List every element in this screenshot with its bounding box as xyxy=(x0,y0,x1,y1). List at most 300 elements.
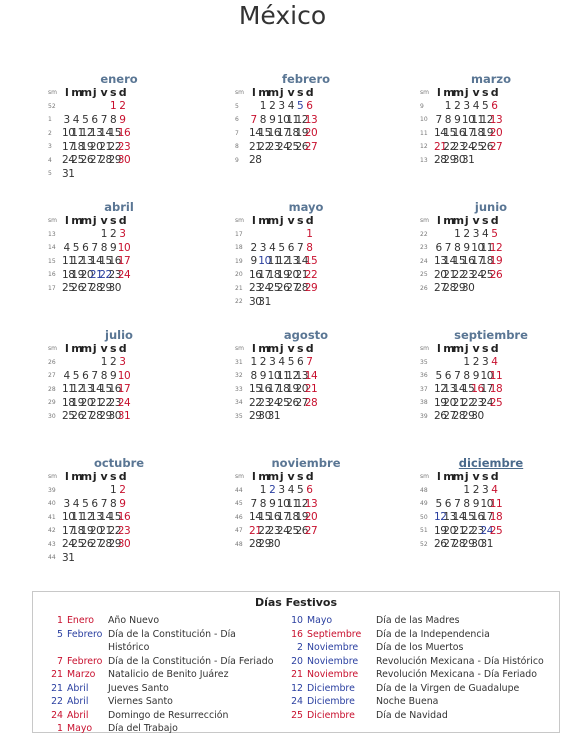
holiday-item xyxy=(281,695,564,709)
week-number-label: sm xyxy=(420,89,429,97)
day-cell: 28 xyxy=(452,410,466,423)
day-cell: 17 xyxy=(461,127,475,140)
day-cell: 27 xyxy=(286,282,299,295)
day-cell: 15 xyxy=(258,127,271,140)
holiday-date: 25 Diciembre xyxy=(291,709,355,721)
holidays-left-column xyxy=(41,614,280,736)
day-cell: 23 xyxy=(471,396,484,409)
day-cell: 13 xyxy=(443,383,456,396)
day-cell: 30 xyxy=(452,154,466,167)
day-cell: 11 xyxy=(71,127,84,140)
day-cell: 28 xyxy=(304,396,318,409)
holiday-name: Día del Trabajo xyxy=(108,723,178,734)
day-cell: 5 xyxy=(72,369,80,382)
holiday-item xyxy=(41,722,280,736)
day-cell: 13 xyxy=(489,113,503,126)
week-number: 30 xyxy=(48,412,56,420)
day-cell: 20 xyxy=(304,127,318,140)
day-cell: 28 xyxy=(99,154,112,167)
week-row xyxy=(420,511,548,525)
day-cell: 3 xyxy=(63,497,70,510)
day-cell: 15 xyxy=(304,255,318,268)
week-number: 49 xyxy=(420,500,428,508)
weekday-label: l xyxy=(64,470,69,484)
weekday-label: l xyxy=(436,470,441,484)
holiday-name: Día de la Virgen de Guadalupe xyxy=(376,682,520,694)
weekday-label: m xyxy=(443,342,455,356)
day-cell: 10 xyxy=(480,497,494,510)
day-cell: 24 xyxy=(267,396,281,409)
day-cell: 18 xyxy=(489,511,503,524)
day-cell: 5 xyxy=(435,369,442,382)
day-cell: 24 xyxy=(480,396,494,409)
day-cell: 3 xyxy=(119,356,126,369)
day-cell: 20 xyxy=(286,268,299,281)
day-cell: 20 xyxy=(295,383,309,396)
day-cell: 6 xyxy=(287,241,294,254)
week-number: 26 xyxy=(420,284,428,292)
day-cell: 31 xyxy=(480,538,494,551)
day-cell: 11 xyxy=(267,255,281,268)
day-cell: 14 xyxy=(434,127,447,140)
day-cell: 12 xyxy=(276,255,290,268)
week-row xyxy=(420,524,548,538)
weekday-label: d xyxy=(305,470,314,484)
day-cell: 2 xyxy=(463,228,470,241)
day-cell: 3 xyxy=(278,100,285,113)
week-row xyxy=(48,497,176,511)
weekday-label: m xyxy=(267,214,279,228)
day-cell: 2 xyxy=(119,100,126,113)
week-number: 39 xyxy=(48,486,56,494)
weekday-label: l xyxy=(436,86,441,100)
holiday-name: Día de los Muertos xyxy=(376,642,464,653)
week-row xyxy=(48,410,176,424)
day-cell: 4 xyxy=(63,241,70,254)
holiday-item xyxy=(41,614,280,628)
month-name: agosto xyxy=(283,328,329,342)
weekday-header xyxy=(48,214,176,228)
day-cell: 12 xyxy=(295,497,309,510)
day-cell: 25 xyxy=(489,396,503,409)
weekday-header xyxy=(420,86,548,100)
holiday-name: Día de Navidad xyxy=(376,709,448,721)
day-cell: 26 xyxy=(489,268,503,281)
week-number: 19 xyxy=(235,257,243,265)
week-number: 17 xyxy=(235,230,243,238)
day-cell: 30 xyxy=(258,410,271,423)
day-cell: 13 xyxy=(304,497,318,510)
weekday-label: m xyxy=(452,470,464,484)
day-cell: 2 xyxy=(250,241,257,254)
weekday-label: l xyxy=(251,470,256,484)
day-cell: 3 xyxy=(481,356,489,369)
week-number-label: sm xyxy=(235,89,244,97)
day-cell: 13 xyxy=(304,113,318,126)
day-cell: 30 xyxy=(249,295,262,308)
day-cell: 10 xyxy=(62,511,75,524)
week-number: 29 xyxy=(48,399,56,407)
day-cell: 13 xyxy=(295,369,309,382)
day-cell: 9 xyxy=(119,113,126,126)
day-cell: 8 xyxy=(109,497,117,510)
day-cell: 22 xyxy=(258,524,271,537)
day-cell: 14 xyxy=(304,369,318,382)
weekday-label: l xyxy=(436,214,441,228)
day-cell: 20 xyxy=(80,396,94,409)
weekday-label: d xyxy=(305,342,314,356)
week-number: 24 xyxy=(420,257,428,265)
week-number: 17 xyxy=(48,284,56,292)
day-cell: 24 xyxy=(258,282,271,295)
week-number: 37 xyxy=(420,385,428,393)
week-row xyxy=(48,268,176,282)
weekday-label: d xyxy=(490,86,499,100)
day-cell: 24 xyxy=(276,140,290,153)
weekday-label: s xyxy=(297,342,304,356)
day-cell: 19 xyxy=(295,511,309,524)
day-cell: 31 xyxy=(258,295,271,308)
day-cell: 21 xyxy=(295,268,309,281)
day-cell: 16 xyxy=(267,127,281,140)
weekday-label: m xyxy=(452,86,464,100)
day-cell: 15 xyxy=(99,383,112,396)
week-number: 5 xyxy=(48,170,52,178)
week-row xyxy=(235,268,363,282)
month-name: julio xyxy=(105,328,133,342)
weekday-label: j xyxy=(279,470,284,484)
day-cell: 8 xyxy=(306,241,313,254)
day-cell: 7 xyxy=(100,113,107,126)
week-row xyxy=(420,268,548,282)
week-row xyxy=(48,100,176,114)
day-cell: 29 xyxy=(258,538,271,551)
weekday-header xyxy=(235,214,363,228)
day-cell: 19 xyxy=(80,140,94,153)
day-cell: 14 xyxy=(99,127,112,140)
day-cell: 22 xyxy=(108,524,122,537)
holiday-name: Domingo de Resurrección xyxy=(108,709,229,721)
day-cell: 30 xyxy=(461,282,475,295)
weekday-label: m xyxy=(258,86,270,100)
day-cell: 29 xyxy=(99,410,112,423)
day-cell: 10 xyxy=(471,241,484,254)
day-cell: 22 xyxy=(452,268,466,281)
holiday-name: Día de las Madres xyxy=(376,615,460,626)
holiday-date: 21 Abril xyxy=(51,682,89,694)
week-number: 50 xyxy=(420,513,428,521)
weekday-header xyxy=(48,342,176,356)
day-cell: 12 xyxy=(286,369,299,382)
weekday-label: s xyxy=(297,86,304,100)
day-cell: 4 xyxy=(287,484,294,497)
day-cell: 31 xyxy=(461,154,475,167)
week-number: 18 xyxy=(235,244,243,252)
day-cell: 23 xyxy=(267,524,281,537)
week-row xyxy=(420,140,548,154)
day-cell: 29 xyxy=(304,282,318,295)
day-cell: 19 xyxy=(434,524,447,537)
day-cell: 26 xyxy=(71,282,84,295)
week-number: 38 xyxy=(420,399,428,407)
weekday-label: v xyxy=(287,86,295,100)
day-cell: 1 xyxy=(250,356,257,369)
weekday-header xyxy=(420,470,548,484)
day-cell: 20 xyxy=(89,140,103,153)
holiday-name: Noche Buena xyxy=(376,696,439,707)
week-row xyxy=(235,484,363,498)
weekday-label: d xyxy=(118,470,127,484)
week-row xyxy=(235,383,363,397)
week-number: 23 xyxy=(420,244,428,252)
day-cell: 12 xyxy=(71,255,84,268)
weekday-label: d xyxy=(118,342,127,356)
holiday-item xyxy=(281,641,564,655)
weekday-label: v xyxy=(100,342,108,356)
day-cell: 1 xyxy=(100,228,107,241)
weekday-header xyxy=(48,86,176,100)
holiday-date: 21 Marzo xyxy=(51,669,96,680)
weekday-label: j xyxy=(279,342,284,356)
week-number-label: sm xyxy=(420,473,429,481)
day-cell: 19 xyxy=(489,255,503,268)
day-cell: 2 xyxy=(109,356,117,369)
day-cell: 30 xyxy=(471,538,484,551)
day-cell: 6 xyxy=(306,100,313,113)
day-cell: 4 xyxy=(269,241,276,254)
week-row xyxy=(48,228,176,242)
holiday-date: 24 Abril xyxy=(51,709,89,721)
day-cell: 3 xyxy=(481,484,489,497)
holiday-name: Viernes Santo xyxy=(108,696,173,707)
week-row xyxy=(48,538,176,552)
day-cell: 7 xyxy=(250,497,257,510)
day-cell: 7 xyxy=(454,369,461,382)
day-cell: 25 xyxy=(489,524,503,537)
week-row xyxy=(420,396,548,410)
week-row xyxy=(48,383,176,397)
holidays-right-column xyxy=(281,614,564,722)
day-cell: 5 xyxy=(82,497,89,510)
month-name: octubre xyxy=(93,456,145,470)
weekday-label: s xyxy=(297,214,304,228)
week-row xyxy=(48,396,176,410)
holiday-name: Día de la Constitución - Día Feriado xyxy=(108,655,274,667)
day-cell: 9 xyxy=(454,113,461,126)
month-diciembre xyxy=(420,456,548,551)
day-cell: 27 xyxy=(80,282,94,295)
weekday-header xyxy=(235,86,363,100)
day-cell: 1 xyxy=(259,100,267,113)
day-cell: 4 xyxy=(72,497,80,510)
holiday-date: 1 Enero xyxy=(57,615,95,626)
day-cell: 22 xyxy=(443,140,456,153)
day-cell: 14 xyxy=(89,383,103,396)
day-cell: 5 xyxy=(287,356,294,369)
day-cell: 24 xyxy=(471,268,484,281)
week-number: 4 xyxy=(48,156,52,164)
weekday-label: j xyxy=(279,214,284,228)
week-number: 10 xyxy=(420,116,428,124)
day-cell: 21 xyxy=(304,383,318,396)
day-cell: 12 xyxy=(434,383,447,396)
weekday-label: m xyxy=(452,342,464,356)
day-cell: 1 xyxy=(109,100,117,113)
weekday-label: v xyxy=(100,470,108,484)
month-name: noviembre xyxy=(271,456,341,470)
day-cell: 3 xyxy=(63,113,70,126)
day-cell: 27 xyxy=(304,140,318,153)
day-cell: 11 xyxy=(480,241,494,254)
weekday-label: v xyxy=(472,86,480,100)
day-cell: 30 xyxy=(117,538,131,551)
weekday-label: l xyxy=(251,342,256,356)
day-cell: 24 xyxy=(276,524,290,537)
month-septiembre xyxy=(420,328,548,423)
day-cell: 24 xyxy=(117,268,131,281)
day-cell: 20 xyxy=(434,268,447,281)
holiday-name: Jueves Santo xyxy=(108,682,169,694)
day-cell: 6 xyxy=(91,113,98,126)
day-cell: 28 xyxy=(434,154,447,167)
holiday-date: 22 Abril xyxy=(51,696,89,707)
day-cell: 30 xyxy=(117,154,131,167)
week-row xyxy=(420,356,548,370)
day-cell: 26 xyxy=(295,524,309,537)
weekday-label: l xyxy=(64,342,69,356)
week-number: 28 xyxy=(48,385,56,393)
day-cell: 15 xyxy=(461,383,475,396)
day-cell: 27 xyxy=(489,140,503,153)
month-junio xyxy=(420,200,548,295)
day-cell: 10 xyxy=(480,369,494,382)
weekday-label: m xyxy=(80,86,92,100)
day-cell: 6 xyxy=(82,241,89,254)
day-cell: 9 xyxy=(472,497,479,510)
weekday-label: d xyxy=(490,214,499,228)
day-cell: 4 xyxy=(481,228,489,241)
weekday-label: m xyxy=(267,86,279,100)
day-cell: 7 xyxy=(91,241,98,254)
month-name: marzo xyxy=(470,72,511,86)
month-name: septiembre xyxy=(454,328,528,342)
day-cell: 10 xyxy=(276,497,290,510)
day-cell: 7 xyxy=(91,369,98,382)
weekday-label: j xyxy=(92,342,97,356)
day-cell: 3 xyxy=(472,228,479,241)
week-row xyxy=(48,282,176,296)
week-number: 21 xyxy=(235,284,243,292)
day-cell: 23 xyxy=(117,524,131,537)
day-cell: 26 xyxy=(434,538,447,551)
day-cell: 20 xyxy=(80,268,94,281)
day-cell: 11 xyxy=(71,511,84,524)
week-row xyxy=(420,484,548,498)
day-cell: 8 xyxy=(259,497,267,510)
week-number: 44 xyxy=(235,486,243,494)
day-cell: 8 xyxy=(250,369,257,382)
holiday-date: 20 Noviembre xyxy=(291,655,359,667)
week-number: 7 xyxy=(235,129,239,137)
day-cell: 16 xyxy=(108,383,122,396)
week-number: 52 xyxy=(48,102,56,110)
day-cell: 5 xyxy=(481,100,489,113)
day-cell: 9 xyxy=(250,255,257,268)
day-cell: 22 xyxy=(461,396,475,409)
day-cell: 20 xyxy=(89,524,103,537)
week-number: 14 xyxy=(48,244,56,252)
week-number: 48 xyxy=(420,486,428,494)
week-number: 47 xyxy=(235,527,243,535)
week-number: 40 xyxy=(48,500,56,508)
day-cell: 22 xyxy=(461,524,475,537)
week-row xyxy=(235,140,363,154)
holiday-date: 7 Febrero xyxy=(57,655,103,667)
weekday-label: d xyxy=(490,342,499,356)
day-cell: 31 xyxy=(267,410,281,423)
day-cell: 5 xyxy=(72,241,80,254)
week-row xyxy=(420,100,548,114)
day-cell: 18 xyxy=(286,127,299,140)
day-cell: 15 xyxy=(99,255,112,268)
holiday-name: Día de la Independencia xyxy=(376,628,490,640)
weekday-label: m xyxy=(452,214,464,228)
weekday-header xyxy=(48,470,176,484)
day-cell: 14 xyxy=(443,255,456,268)
week-number-label: sm xyxy=(420,217,429,225)
week-number: 34 xyxy=(235,399,243,407)
weekday-label: m xyxy=(443,470,455,484)
week-row xyxy=(235,113,363,127)
day-cell: 22 xyxy=(304,268,318,281)
day-cell: 10 xyxy=(461,113,475,126)
weekday-label: m xyxy=(443,214,455,228)
day-cell: 29 xyxy=(461,410,475,423)
month-name[interactable]: diciembre xyxy=(458,456,524,470)
week-number: 36 xyxy=(420,372,428,380)
day-cell: 9 xyxy=(269,497,276,510)
holiday-date: 12 Diciembre xyxy=(291,682,355,694)
week-row xyxy=(420,154,548,168)
week-number: 22 xyxy=(420,230,428,238)
weekday-label: j xyxy=(464,470,469,484)
day-cell: 13 xyxy=(443,511,456,524)
day-cell: 2 xyxy=(472,356,479,369)
holiday-date: 21 Noviembre xyxy=(291,669,359,680)
day-cell: 26 xyxy=(434,410,447,423)
week-row xyxy=(48,140,176,154)
weekday-label: v xyxy=(100,214,108,228)
weekday-label: m xyxy=(80,214,92,228)
weekday-label: j xyxy=(92,214,97,228)
day-cell: 28 xyxy=(295,282,309,295)
month-febrero xyxy=(235,72,363,167)
day-cell: 8 xyxy=(463,497,470,510)
day-cell: 30 xyxy=(471,410,484,423)
weekday-label: j xyxy=(464,86,469,100)
week-row xyxy=(235,497,363,511)
day-cell: 29 xyxy=(108,538,122,551)
page-title: México xyxy=(238,1,327,30)
day-cell: 3 xyxy=(119,228,126,241)
day-cell: 3 xyxy=(259,241,267,254)
day-cell: 20 xyxy=(489,127,503,140)
day-cell: 1 xyxy=(109,484,117,497)
day-cell: 7 xyxy=(454,497,461,510)
day-cell: 28 xyxy=(89,282,103,295)
weekday-label: m xyxy=(71,214,83,228)
week-row xyxy=(235,295,363,309)
